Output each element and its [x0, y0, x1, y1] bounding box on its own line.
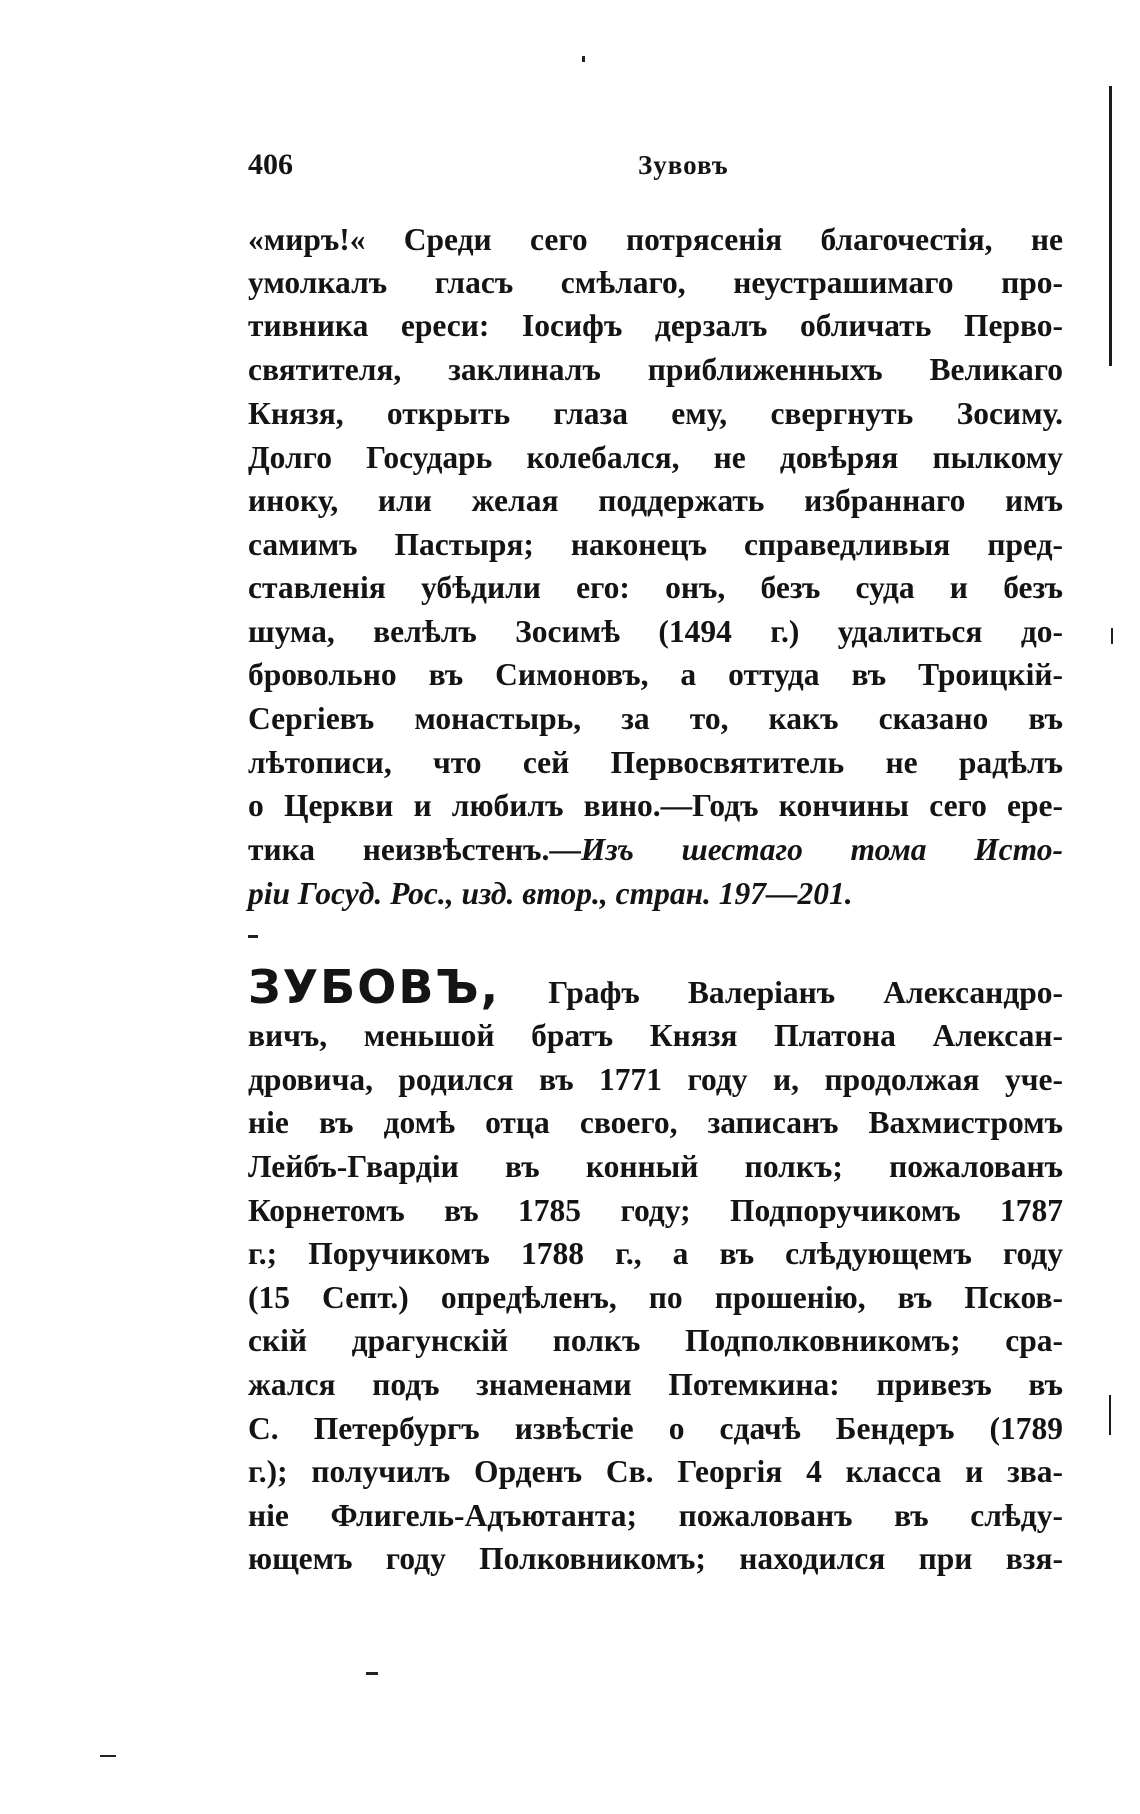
- citation-italic: Изъ шестаго тома Исто-: [580, 832, 1063, 867]
- entry-line: ніе въ домѣ отца своего, записанъ Вахмистромъ: [248, 1105, 1063, 1140]
- page-edge-line: [1109, 86, 1112, 366]
- text-line: иноку, или желая поддержать избраннаго имъ: [248, 483, 1063, 518]
- entry-line: Корнетомъ въ 1785 году; Подпоручикомъ 1787: [248, 1193, 1063, 1228]
- entry-name: ЗУБОВЪ,: [248, 960, 501, 1014]
- text-line: лѣтописи, что сей Первосвятитель не радѣлъ: [248, 745, 1063, 780]
- entry-line: (15 Септ.) опредѣленъ, по прошенію, въ Псков-: [248, 1280, 1063, 1315]
- scan-speck: [248, 935, 258, 938]
- text-line: Князя, открыть глаза ему, свергнуть Зосиму.: [248, 396, 1063, 431]
- text-line: бровольно въ Симоновъ, а оттуда въ Троицкій-: [248, 657, 1063, 692]
- entry-line: г.); получилъ Орденъ Св. Георгія 4 класса и зва-: [248, 1454, 1063, 1489]
- page-header: [248, 148, 768, 188]
- entry-heading-line: [248, 960, 1063, 1016]
- citation-line-end: ріи Госуд. Рос., изд. втор., стран. 197—201.: [248, 876, 853, 911]
- scan-speck: [1111, 628, 1113, 644]
- scan-speck: [582, 56, 585, 62]
- text-line: о Церкви и любилъ вино.—Годъ кончины сего ере-: [248, 788, 1063, 823]
- text-line: самимъ Пастыря; наконецъ справедливыя пред-: [248, 527, 1063, 562]
- scan-speck: [366, 1672, 378, 1675]
- entry-line: жался подъ знаменами Потемкина: привезъ въ: [248, 1367, 1063, 1402]
- text-line: шума, велѣлъ Зосимѣ (1494 г.) удалиться до-: [248, 614, 1063, 649]
- text-line: Сергіевъ монастырь, за то, какъ сказано въ: [248, 701, 1063, 736]
- entry-line: г.; Поручикомъ 1788 г., а въ слѣдующемъ году: [248, 1236, 1063, 1271]
- text-line: Долго Государь колебался, не довѣряя пылкому: [248, 440, 1063, 475]
- scan-speck: [100, 1755, 116, 1757]
- citation-prefix: тика неизвѣстенъ.—: [248, 832, 581, 867]
- text-line: умолкалъ гласъ смѣлаго, неустрашимаго про-: [248, 265, 1063, 300]
- running-head: Зувовъ: [638, 150, 729, 180]
- text-line: святителя, заклиналъ приближенныхъ Великаго: [248, 352, 1063, 387]
- entry-line: вичъ, меньшой братъ Князя Платона Алексан-: [248, 1018, 1063, 1053]
- entry-line: дровича, родился въ 1771 году и, продолжая уче-: [248, 1062, 1063, 1097]
- citation-line: [248, 832, 1063, 876]
- entry-line: ющемъ году Полковникомъ; находился при взя-: [248, 1541, 1063, 1576]
- text-line: тивника ереси: Іосифъ дерзалъ обличать Перво-: [248, 308, 1063, 343]
- page-edge-line-lower: [1109, 1395, 1111, 1435]
- page-number: 406: [248, 148, 293, 181]
- entry-line: Лейбъ-Гвардіи въ конный полкъ; пожалованъ: [248, 1149, 1063, 1184]
- entry-line: С. Петербургъ извѣстіе о сдачѣ Бендеръ (1789: [248, 1411, 1063, 1446]
- entry-line: ніе Флигель-Адъютанта; пожалованъ въ слѣду-: [248, 1498, 1063, 1533]
- entry-first-line: Графъ Валеріанъ Александро-: [548, 975, 1064, 1010]
- text-line: ставленія убѣдили его: онъ, безъ суда и безъ: [248, 570, 1063, 605]
- entry-line: скій драгунскій полкъ Подполковникомъ; сра-: [248, 1323, 1063, 1358]
- text-line: «миръ!« Среди сего потрясенія благочестія, не: [248, 222, 1063, 257]
